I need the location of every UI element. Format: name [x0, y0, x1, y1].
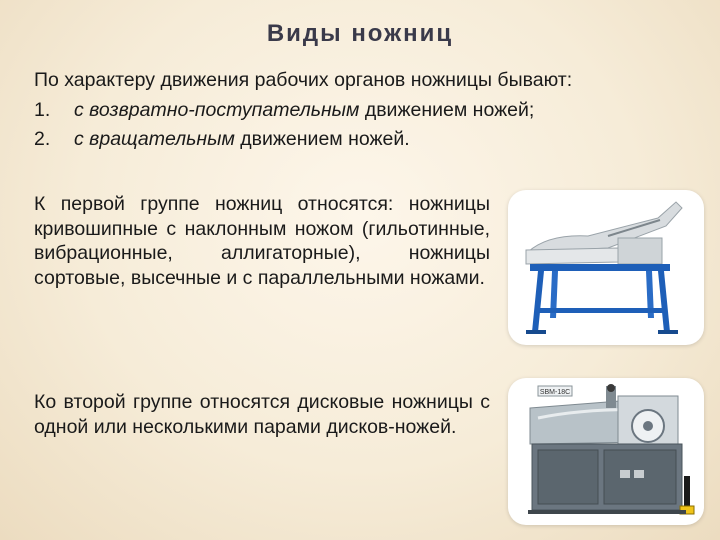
machine-label: SBM-18C — [539, 389, 571, 396]
list-italic: с возвратно-поступательным — [74, 98, 360, 121]
slide-title: Виды ножниц — [266, 20, 454, 47]
paragraph-second-group: Ко второй группе относятся дисковые ножницы с одной или несколькими парами дисков-ножей. — [34, 391, 490, 438]
intro-block — [34, 66, 694, 155]
intro-line: По характеру движения рабочих органов ножницы бывают: — [34, 69, 573, 91]
list-item — [34, 125, 694, 155]
guillotine-shears-illustration — [508, 190, 704, 345]
list-text: движением ножей; — [359, 98, 535, 121]
list-number: 2. — [34, 128, 51, 151]
list-italic: с вращательным — [74, 128, 235, 151]
disc-shears-illustration — [508, 378, 704, 525]
list-item — [34, 96, 694, 126]
list-text: движением ножей. — [234, 128, 410, 151]
disc-shears-photo — [508, 378, 704, 525]
paragraph-first-group: К первой группе ножниц относятся: ножницы кривошипные с наклонным ножом (гильотинные, вибрационные, аллигаторные), ножницы сортовые, высечные и с параллельными ножами. — [34, 193, 490, 289]
list-number: 1. — [34, 98, 51, 121]
guillotine-shears-photo — [508, 190, 704, 345]
